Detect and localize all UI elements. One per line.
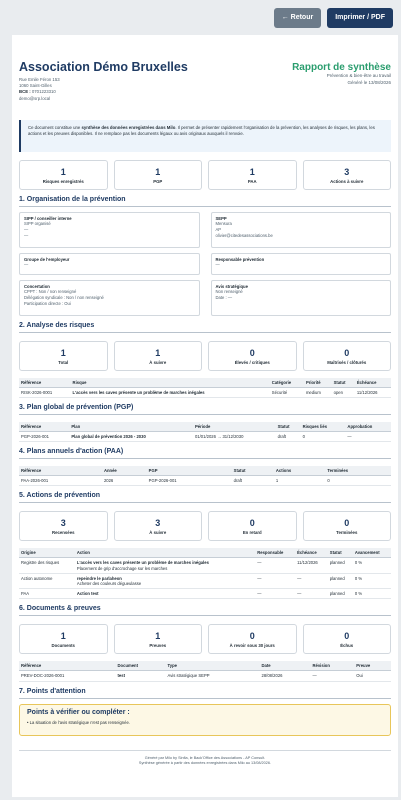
intro-text-pre: Ce document constitue une <box>28 124 82 130</box>
col-revision: Révision <box>310 661 354 671</box>
org-bce-label: BCE : <box>19 89 31 95</box>
card-concertation <box>19 280 200 316</box>
cell: — <box>310 671 354 681</box>
cell <box>69 432 193 442</box>
col-status: Statut <box>332 378 355 388</box>
cell: open <box>332 387 355 397</box>
cell: PREV-DOC-2026-0001 <box>19 671 116 681</box>
pgp-table <box>19 422 391 442</box>
summary-stats <box>19 160 391 190</box>
report-title: Rapport de synthèse <box>292 62 391 73</box>
report-header <box>19 35 391 102</box>
table-row <box>19 573 391 588</box>
intro-text-bold: synthèse des données enregistrées dans Milo <box>81 124 176 130</box>
stat-card <box>19 511 108 541</box>
card-employer-group <box>19 253 200 275</box>
report-title-block <box>292 61 391 102</box>
stat-label: Élevés / critiques <box>234 359 270 365</box>
stat-value: 1 <box>155 631 161 642</box>
col-plan: Plan <box>69 422 193 432</box>
stat-label: Preuves <box>149 643 167 649</box>
card-line: SIPP organisé <box>24 221 51 227</box>
stat-card <box>208 511 297 541</box>
cell <box>71 387 270 397</box>
stat-label: Maîtrisés / clôturés <box>327 359 367 365</box>
section-title-risks: 2. Analyse des risques <box>19 322 391 333</box>
table-header-row <box>19 466 391 476</box>
cell: PGP-2026-001 <box>19 432 69 442</box>
col-status: Statut <box>328 548 353 558</box>
attention-item: • La situation de l'avis stratégique n'est pas renseignée. <box>27 719 130 725</box>
cell: 0 % <box>353 558 391 573</box>
stat-card <box>303 341 392 371</box>
cell-action-detail: Acheter des couleurs dégueulasse <box>76 581 142 587</box>
report-page <box>12 35 398 797</box>
section-title-pgp: 3. Plan global de prévention (PGP) <box>19 404 391 415</box>
cell <box>75 589 255 599</box>
col-date: Date <box>260 661 311 671</box>
col-due: Échéance <box>355 378 391 388</box>
stat-label: Échus <box>340 643 354 649</box>
stat-card <box>19 160 108 190</box>
documents-table <box>19 661 391 681</box>
cell: planned <box>328 573 353 588</box>
card-line: Participation directe : Oui <box>24 300 71 306</box>
section-title-paa: 4. Plans annuels d'action (PAA) <box>19 448 391 459</box>
col-year: Année <box>102 466 147 476</box>
stat-value: 0 <box>344 631 350 642</box>
stat-value: 0 <box>344 518 350 529</box>
stat-card <box>303 624 392 654</box>
stat-card <box>114 511 203 541</box>
cell: 0 <box>325 476 391 486</box>
col-period: Période <box>193 422 276 432</box>
stat-card <box>208 341 297 371</box>
table-row <box>19 671 391 681</box>
table-header-row <box>19 378 391 388</box>
col-type: Type <box>166 661 260 671</box>
org-email: demo@srp.local <box>19 95 51 101</box>
section-title-organisation: 1. Organisation de la prévention <box>19 196 391 207</box>
col-completed: Terminées <box>325 466 391 476</box>
table-row <box>19 432 391 442</box>
cell-document-title: test <box>117 673 125 679</box>
cell: 0 % <box>353 573 391 588</box>
stat-card <box>19 624 108 654</box>
cell: Action autonome <box>19 573 75 588</box>
paa-table <box>19 466 391 486</box>
section-title-documents: 6. Documents & preuves <box>19 605 391 616</box>
card-line: — <box>215 262 220 268</box>
actions-table <box>19 548 391 599</box>
col-actions: Actions <box>274 466 326 476</box>
col-progress: Avancement <box>353 548 391 558</box>
stat-value: 0 <box>249 518 255 529</box>
cell-risk-title: L'accès vers les caves présente un problème de marches inégales <box>72 389 205 395</box>
report-footer <box>19 750 391 767</box>
stat-value: 1 <box>155 347 161 358</box>
stat-label: À suivre <box>149 530 167 536</box>
cell: PGP-2026-001 <box>147 476 232 486</box>
card-line: Date : — <box>215 295 233 300</box>
stat-value: 3 <box>60 518 66 529</box>
col-category: Catégorie <box>270 378 304 388</box>
card-title: Groupe de l'employeur <box>24 256 70 262</box>
cell: 28/08/2026 <box>260 671 311 681</box>
org-block <box>19 61 188 102</box>
stat-label: Risques enregistrés <box>42 178 84 184</box>
card-title: SEPP <box>215 215 227 221</box>
cell: 0 % <box>353 589 391 599</box>
card-strategic-advice <box>211 280 392 316</box>
col-document: Document <box>116 661 166 671</box>
card-title: Avis stratégique <box>215 283 248 289</box>
card-sepp <box>211 212 392 248</box>
attention-item-text: La situation de l'avis stratégique n'est pas renseignée. <box>29 719 130 725</box>
document-stats <box>19 624 391 654</box>
org-address-1: Rue Emile Féron 153 <box>19 77 60 82</box>
stat-label: Total <box>58 359 69 365</box>
attention-title: Points à vérifier ou compléter : <box>27 708 130 716</box>
report-generated-date: Généré le 13/08/2026 <box>347 79 391 85</box>
col-action: Action <box>75 548 255 558</box>
stat-value: 1 <box>155 166 161 177</box>
cell: — <box>295 589 328 599</box>
col-reference: Référence <box>19 378 71 388</box>
stat-label: Terminées <box>336 530 358 536</box>
stat-card <box>303 160 392 190</box>
cell: medium <box>304 387 332 397</box>
stat-value: 0 <box>249 347 255 358</box>
footer-line-1: Généré par Milo by Sinfia, le Back'Office des Associations - AP Consult. <box>144 755 266 760</box>
cell: — <box>255 589 295 599</box>
table-row <box>19 387 391 397</box>
cell-action-title: L'accès vers les caves présente un problème de marches inégales <box>76 560 209 566</box>
card-title: Concertation <box>24 283 50 289</box>
col-origin: Origine <box>19 548 75 558</box>
cell: 11/12/2026 <box>295 558 328 573</box>
table-header-row <box>19 661 391 671</box>
stat-label: À revoir sous 30 jours <box>229 643 275 649</box>
stat-label: Recensées <box>52 530 75 536</box>
col-priority: Priorité <box>304 378 332 388</box>
attention-box <box>19 704 391 736</box>
cell-plan-title: Plan global de prévention 2026 - 2030 <box>71 434 146 440</box>
footer-line-2: Synthèse générée à partir des données enregistrées dans Milo au 13/08/2026. <box>138 761 272 766</box>
back-button[interactable]: ← Retour <box>274 8 322 28</box>
card-title: Responsable prévention <box>215 256 265 262</box>
cell: draft <box>276 432 301 442</box>
stat-card <box>19 341 108 371</box>
card-line: Mensura <box>215 221 232 227</box>
cell: 0 <box>301 432 346 442</box>
section-title-actions: 5. Actions de prévention <box>19 492 391 503</box>
card-title: SIPP / conseiller interne <box>24 215 72 221</box>
toolbar <box>0 0 401 33</box>
section-title-attention: 7. Points d'attention <box>19 688 391 699</box>
cell: Sécurité <box>270 387 304 397</box>
cell: Oui <box>354 671 391 681</box>
stat-card <box>114 341 203 371</box>
card-line: Non renseigné <box>215 289 243 295</box>
stat-value: 0 <box>344 347 350 358</box>
stat-card <box>208 624 297 654</box>
action-stats <box>19 511 391 541</box>
col-due: Échéance <box>295 548 328 558</box>
col-pgp: PGP <box>147 466 232 476</box>
cell: planned <box>328 589 353 599</box>
col-risk: Risque <box>71 378 270 388</box>
stat-label: À suivre <box>149 359 167 365</box>
cell: 2026 <box>102 476 147 486</box>
card-prevention-manager <box>211 253 392 275</box>
print-pdf-button[interactable]: Imprimer / PDF <box>327 8 393 28</box>
card-line: Délégation syndicale : Non / non renseigné <box>24 295 104 300</box>
col-reference: Référence <box>19 422 69 432</box>
cell-action-title: repeindre le parlaheon <box>76 575 122 581</box>
col-approval: Approbation <box>345 422 391 432</box>
risks-table <box>19 378 391 398</box>
stat-label: Documents <box>51 643 75 649</box>
cell-action-detail: Placement de grip d'accrochage sur les marches <box>76 565 168 571</box>
table-row <box>19 476 391 486</box>
card-line: AP <box>215 227 222 232</box>
cell: Avis stratégique SEPP <box>166 671 260 681</box>
col-linked-risks: Risques liés <box>301 422 346 432</box>
cell <box>116 671 166 681</box>
col-proof: Preuve <box>354 661 391 671</box>
stat-label: Actions à suivre <box>330 178 364 184</box>
org-name: Association Démo Bruxelles <box>19 60 188 74</box>
risk-stats <box>19 341 391 371</box>
cell: PAA-2026-001 <box>19 476 102 486</box>
stat-card <box>114 160 203 190</box>
intro-note <box>19 120 391 152</box>
cell-action-title: Action test <box>76 591 99 597</box>
cell: 1 <box>274 476 326 486</box>
stat-value: 3 <box>344 166 350 177</box>
stat-value: 1 <box>60 347 66 358</box>
intro-text-post: . Il permet de présenter rapidement l'organisation de la prévention, les analyses de risques, les plans, les actions et les preuves disponibles. Il ne remplace pas les documents légaux ou avis originaux auxquels il renvoie. <box>28 124 375 137</box>
table-row <box>19 589 391 599</box>
stat-label: PAA <box>247 178 257 184</box>
col-reference: Référence <box>19 466 102 476</box>
card-line: — <box>24 262 29 268</box>
stat-value: 3 <box>155 518 161 529</box>
table-header-row <box>19 548 391 558</box>
org-bce-value: 0701223310 <box>31 89 56 95</box>
table-header-row <box>19 422 391 432</box>
cell: — <box>345 432 391 442</box>
col-responsible: Responsable <box>255 548 295 558</box>
cell: PAA <box>19 589 75 599</box>
stat-value: 1 <box>249 166 255 177</box>
cell: 11/12/2026 <box>355 387 391 397</box>
stat-value: 0 <box>249 631 255 642</box>
cell: — <box>255 573 295 588</box>
stat-value: 1 <box>60 631 66 642</box>
report-subtitle: Prévention & bien-être au travail <box>326 73 391 78</box>
organisation-cards <box>19 212 391 316</box>
cell: RISK-2026-0001 <box>19 387 71 397</box>
card-sipp <box>19 212 200 248</box>
cell: — <box>295 573 328 588</box>
stat-card <box>114 624 203 654</box>
stat-label: En retard <box>242 530 262 536</box>
cell: Registre des risques <box>19 558 75 573</box>
table-row <box>19 558 391 573</box>
col-status: Statut <box>276 422 301 432</box>
stat-card <box>208 160 297 190</box>
stat-value: 1 <box>60 166 66 177</box>
col-status: Statut <box>232 466 274 476</box>
card-line: olivier@citedesassociations.be <box>215 232 273 238</box>
stat-card <box>303 511 392 541</box>
card-line: — <box>24 227 29 232</box>
cell <box>75 573 255 588</box>
col-reference: Référence <box>19 661 116 671</box>
cell: 01/01/2026 → 31/12/2030 <box>193 432 276 442</box>
card-line: CPPT : Non / non renseigné <box>24 289 77 295</box>
cell <box>75 558 255 573</box>
cell: draft <box>232 476 274 486</box>
stat-label: PGP <box>153 178 163 184</box>
cell: — <box>255 558 295 573</box>
card-line: — <box>24 232 29 238</box>
org-address-2: 1060 Saint-Gilles <box>19 83 52 89</box>
cell: planned <box>328 558 353 573</box>
